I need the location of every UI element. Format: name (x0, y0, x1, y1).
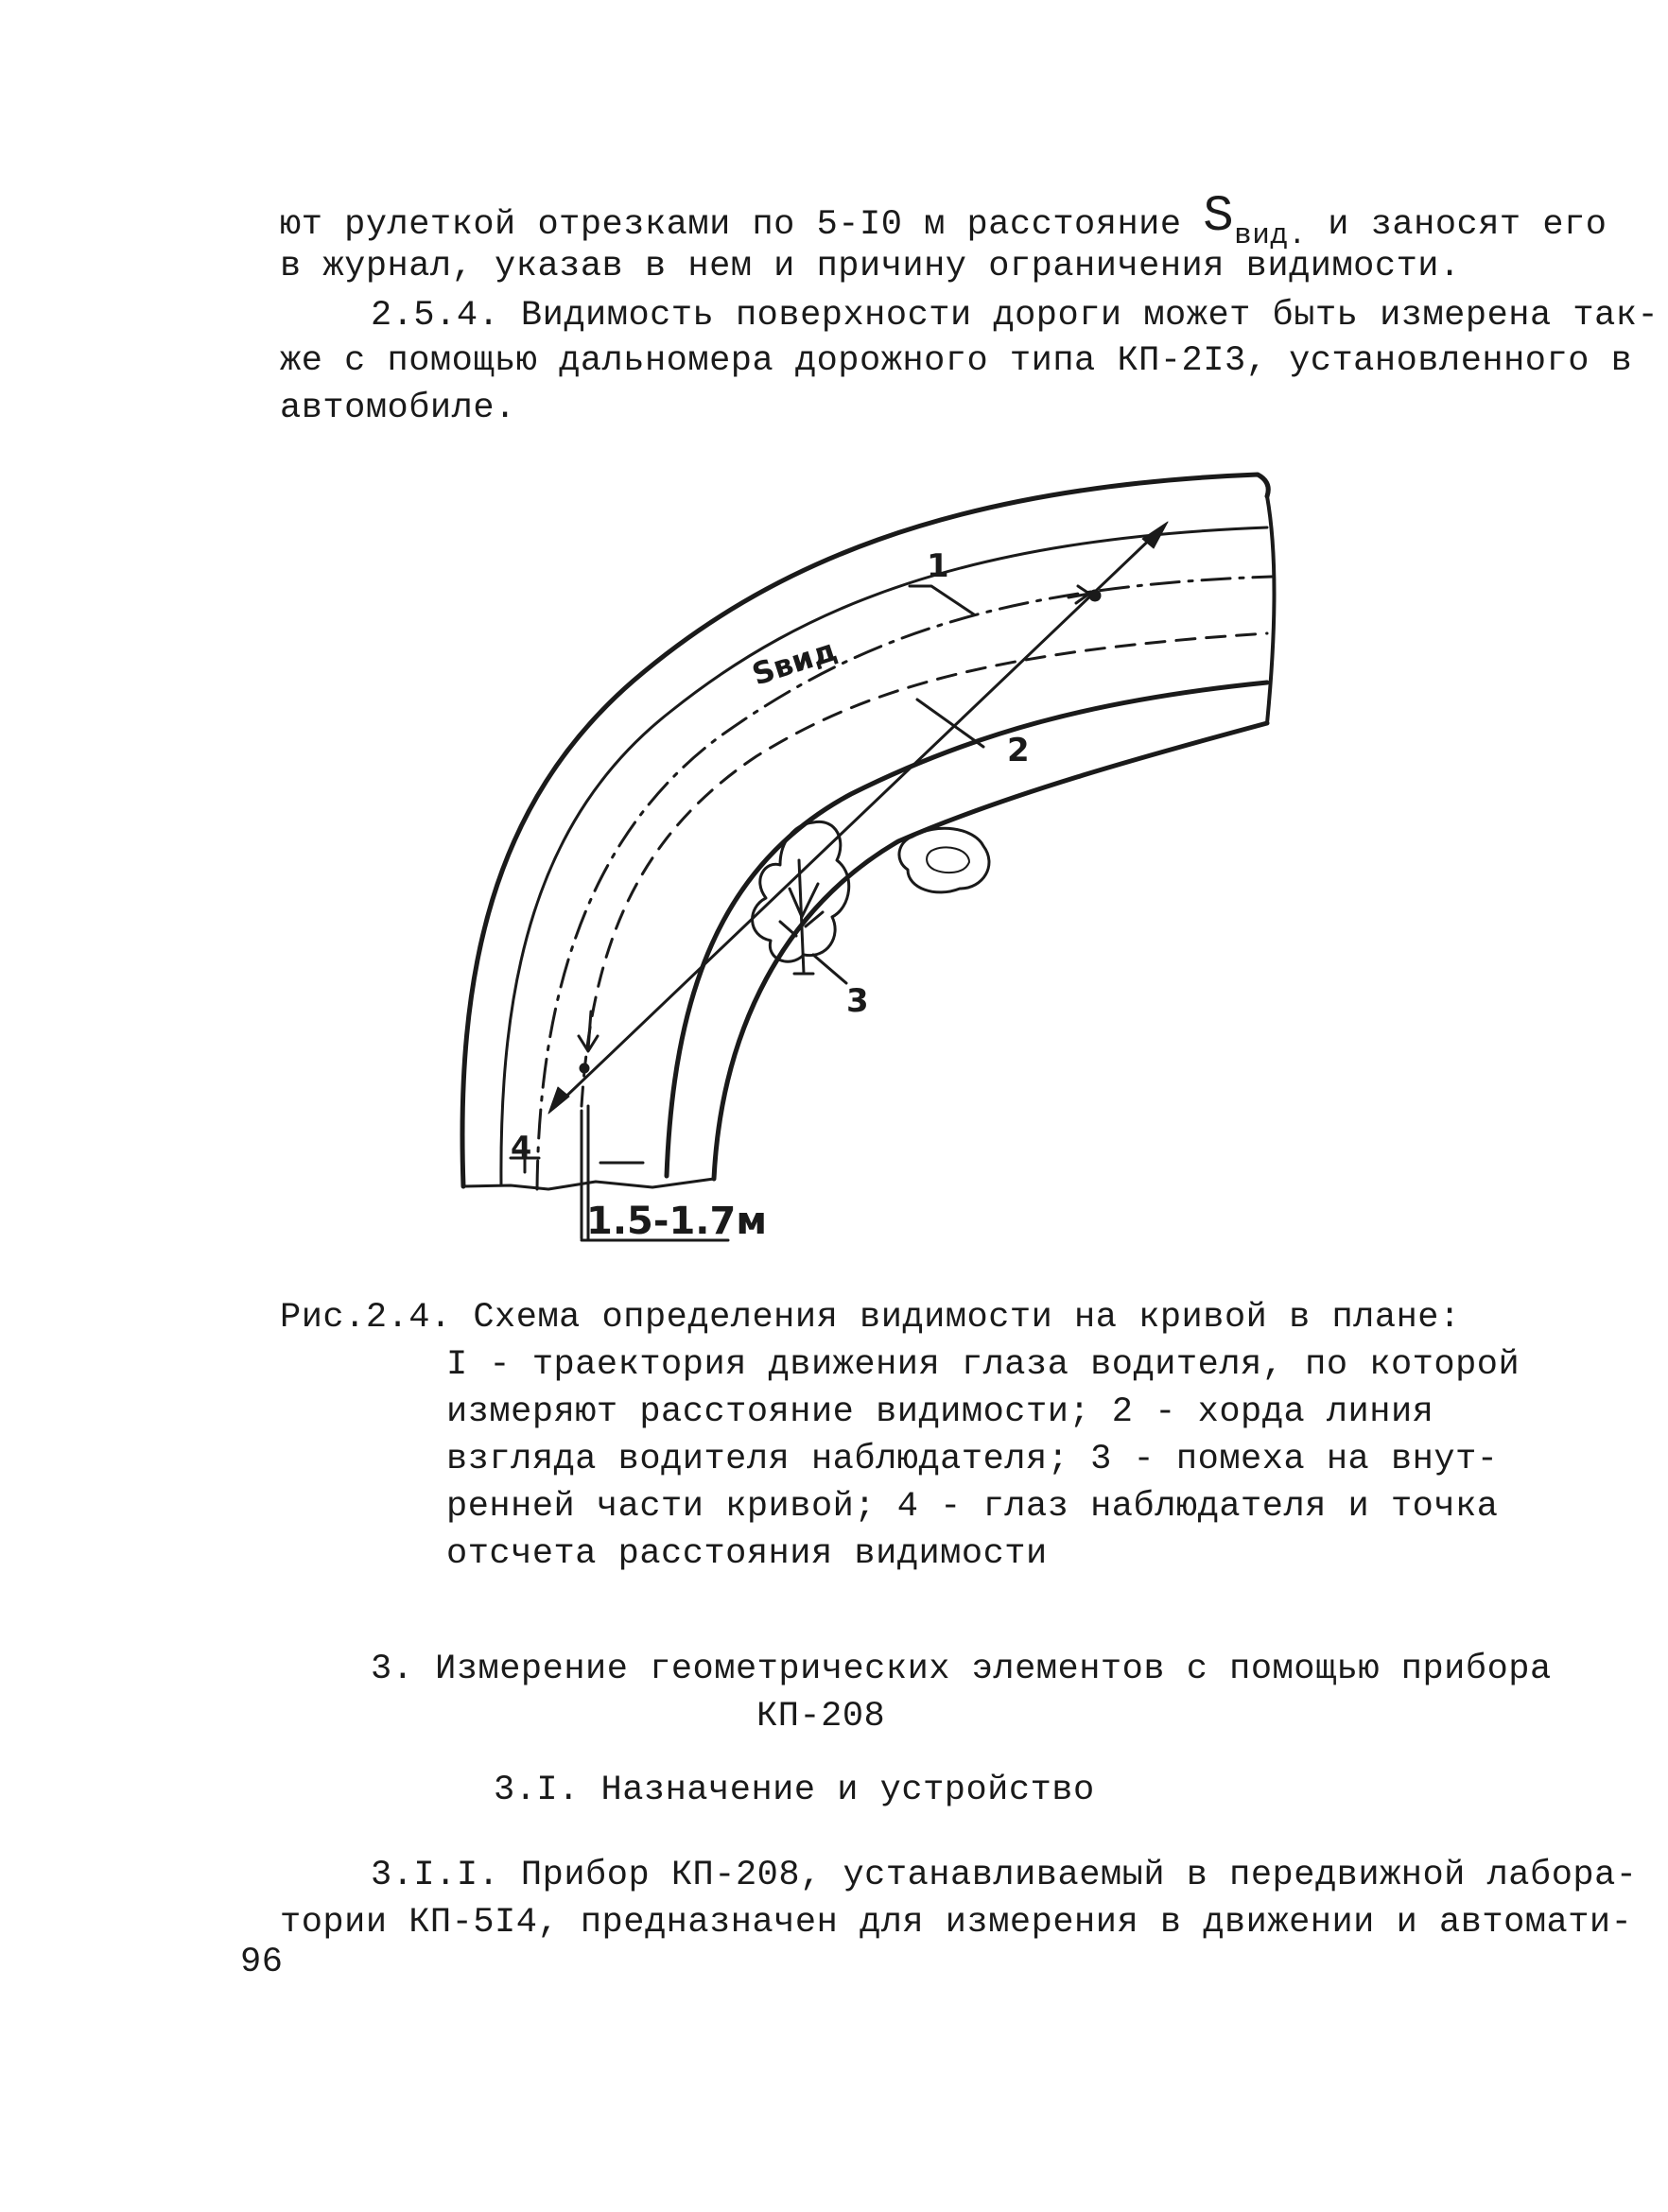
target-point (1089, 590, 1101, 601)
road-inner-edge (714, 723, 1267, 1179)
section-heading: 3. Измерение геометрических элементов с помощью прибора (371, 1650, 1552, 1689)
figure-caption-line: отсчета расстояния видимости (446, 1534, 1048, 1574)
section-body-line: 3.I.I. Прибор КП-208, устанавливаемый в передвижной лабора- (371, 1856, 1638, 1895)
road-end-right (1267, 496, 1275, 723)
label-4: 4 (511, 1130, 532, 1166)
body-line-5: автомобиле. (280, 389, 516, 428)
figure-caption-title: Рис.2.4. Схема определения видимости на кривой в плане: (280, 1298, 1461, 1338)
label-1-leader (910, 586, 974, 614)
observer-point (580, 1063, 589, 1073)
section-heading-cont: КП-208 (756, 1697, 886, 1737)
section-body-line: тории КП-5I4, предназначен для измерения в движении и автомати- (280, 1903, 1633, 1943)
road-curve-diagram (416, 444, 1324, 1276)
figure-caption-line: взгляда водителя наблюдателя; 3 - помеха на внут- (446, 1440, 1499, 1479)
label-3: 3 (846, 982, 869, 1020)
body-line-1 (280, 188, 1607, 252)
figure-caption-line: ренней части кривой; 4 - глаз наблюдателя и точка (446, 1487, 1499, 1527)
rock-obstacle-icon (899, 828, 989, 892)
s-vid-label: Sвид (747, 631, 842, 693)
figure-caption-line: I - траектория движения глаза водителя, по которой (446, 1345, 1520, 1385)
dimension-label: 1.5-1.7м (586, 1200, 768, 1243)
s-subscript: вид. (1234, 219, 1307, 252)
figure-caption-line: измеряют расстояние видимости; 2 - хорда линия (446, 1392, 1434, 1432)
body-line-4: же с помощью дальномера дорожного типа КП-2I3, установленного в (280, 341, 1633, 381)
label-2: 2 (1007, 732, 1030, 769)
body-line-2: в журнал, указав в нем и причину ограничения видимости. (280, 247, 1461, 286)
label-1: 1 (927, 547, 949, 585)
subsection-heading: 3.I. Назначение и устройство (494, 1771, 1095, 1810)
body-text-segment: ют рулеткой отрезками по 5-I0 м расстояние (280, 205, 1204, 245)
s-symbol: S (1203, 188, 1235, 246)
body-text-segment: и заносят его (1306, 205, 1607, 245)
road-curve-figure (416, 444, 1324, 1276)
sight-arrow-near (548, 1087, 569, 1114)
page-number: 96 (240, 1943, 284, 1982)
label-3-leader (813, 955, 846, 983)
rock-inner-contour (927, 847, 969, 873)
road-outer-shoulder (501, 527, 1267, 1185)
trajectory-arrow-lower (579, 1011, 598, 1051)
body-line-3: 2.5.4. Видимость поверхности дороги может быть измерена так- (371, 296, 1659, 336)
